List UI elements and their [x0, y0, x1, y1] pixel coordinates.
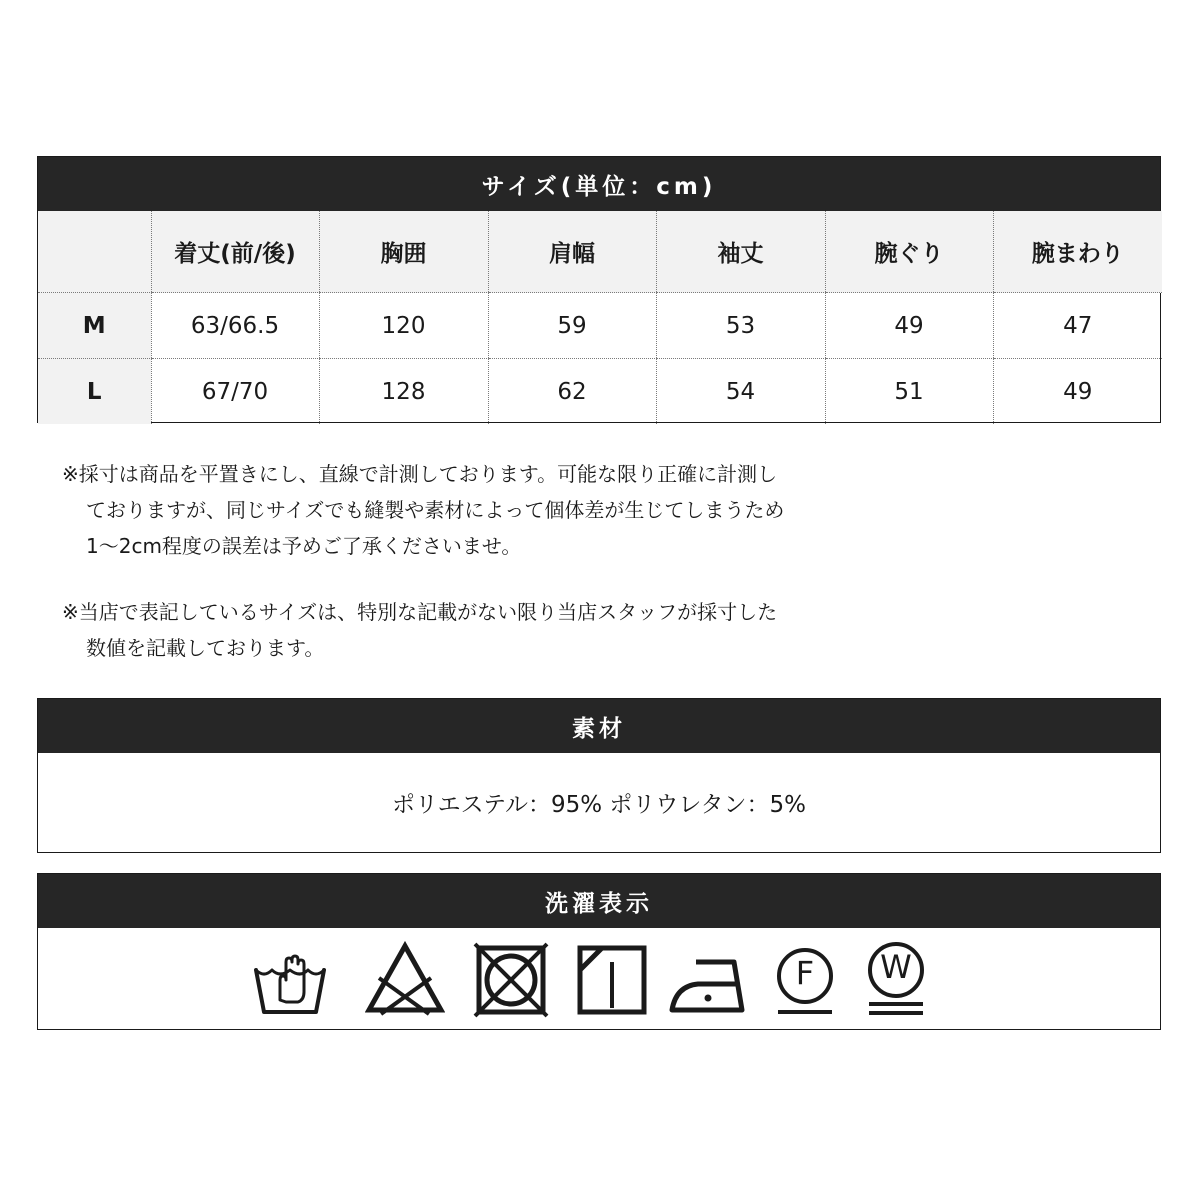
- table-cell: 67/70: [151, 359, 319, 425]
- column-header-length: 着丈(前/後): [151, 211, 319, 293]
- material-text: ポリエステル：95% ポリウレタン：5%: [392, 792, 806, 818]
- column-header-arm-circumference: 腕まわり: [993, 211, 1162, 293]
- size-label-m: M: [38, 293, 151, 359]
- material-title: 素材: [38, 699, 1160, 753]
- dry-clean-f-icon: [765, 940, 845, 1020]
- table-cell: 120: [319, 293, 488, 359]
- table-cell: 128: [319, 359, 488, 425]
- size-table-header-row: [38, 211, 1162, 293]
- size-table: [38, 211, 1162, 424]
- table-cell: 63/66.5: [151, 293, 319, 359]
- hand-wash-icon: [250, 940, 330, 1020]
- note-line: 数値を記載しております。: [86, 636, 325, 660]
- table-row: [38, 359, 1162, 425]
- no-tumble-dry-icon: [471, 940, 551, 1020]
- table-row: [38, 293, 1162, 359]
- size-table-section: [37, 156, 1161, 423]
- table-cell: 54: [656, 359, 825, 425]
- care-title: 洗濯表示: [38, 874, 1160, 928]
- care-section: [37, 873, 1161, 1030]
- note-line: ※採寸は商品を平置きにし、直線で計測しております。可能な限り正確に計測し: [62, 462, 778, 486]
- line-dry-shade-icon: [572, 940, 652, 1020]
- care-icons-row: [38, 928, 1160, 1029]
- table-cell: 59: [488, 293, 656, 359]
- table-cell: 47: [993, 293, 1162, 359]
- column-header-sleeve: 袖丈: [656, 211, 825, 293]
- note-staff-measured: [62, 594, 942, 666]
- note-line: ておりますが、同じサイズでも縫製や素材によって個体差が生じてしまうため: [86, 498, 785, 522]
- size-table-title: サイズ(単位：cm): [38, 157, 1160, 211]
- column-header-shoulder: 肩幅: [488, 211, 656, 293]
- size-label-l: L: [38, 359, 151, 425]
- note-measurement: [62, 456, 942, 564]
- material-section: [37, 698, 1161, 853]
- iron-low-icon: [668, 940, 748, 1020]
- size-table-corner-cell: [38, 211, 151, 293]
- wet-clean-w-icon: [856, 940, 936, 1020]
- table-cell: 49: [825, 293, 993, 359]
- column-header-armhole: 腕ぐり: [825, 211, 993, 293]
- note-line: ※当店で表記しているサイズは、特別な記載がない限り当店スタッフが採寸した: [62, 600, 778, 624]
- column-header-chest: 胸囲: [319, 211, 488, 293]
- table-cell: 49: [993, 359, 1162, 425]
- wet-clean-letter: W: [880, 948, 912, 986]
- table-cell: 53: [656, 293, 825, 359]
- size-notes: [62, 456, 942, 696]
- note-line: 1〜2cm程度の誤差は予めご了承くださいませ。: [86, 534, 522, 558]
- table-cell: 51: [825, 359, 993, 425]
- no-bleach-icon: [365, 940, 445, 1020]
- table-cell: 62: [488, 359, 656, 425]
- dry-clean-letter: F: [795, 954, 815, 992]
